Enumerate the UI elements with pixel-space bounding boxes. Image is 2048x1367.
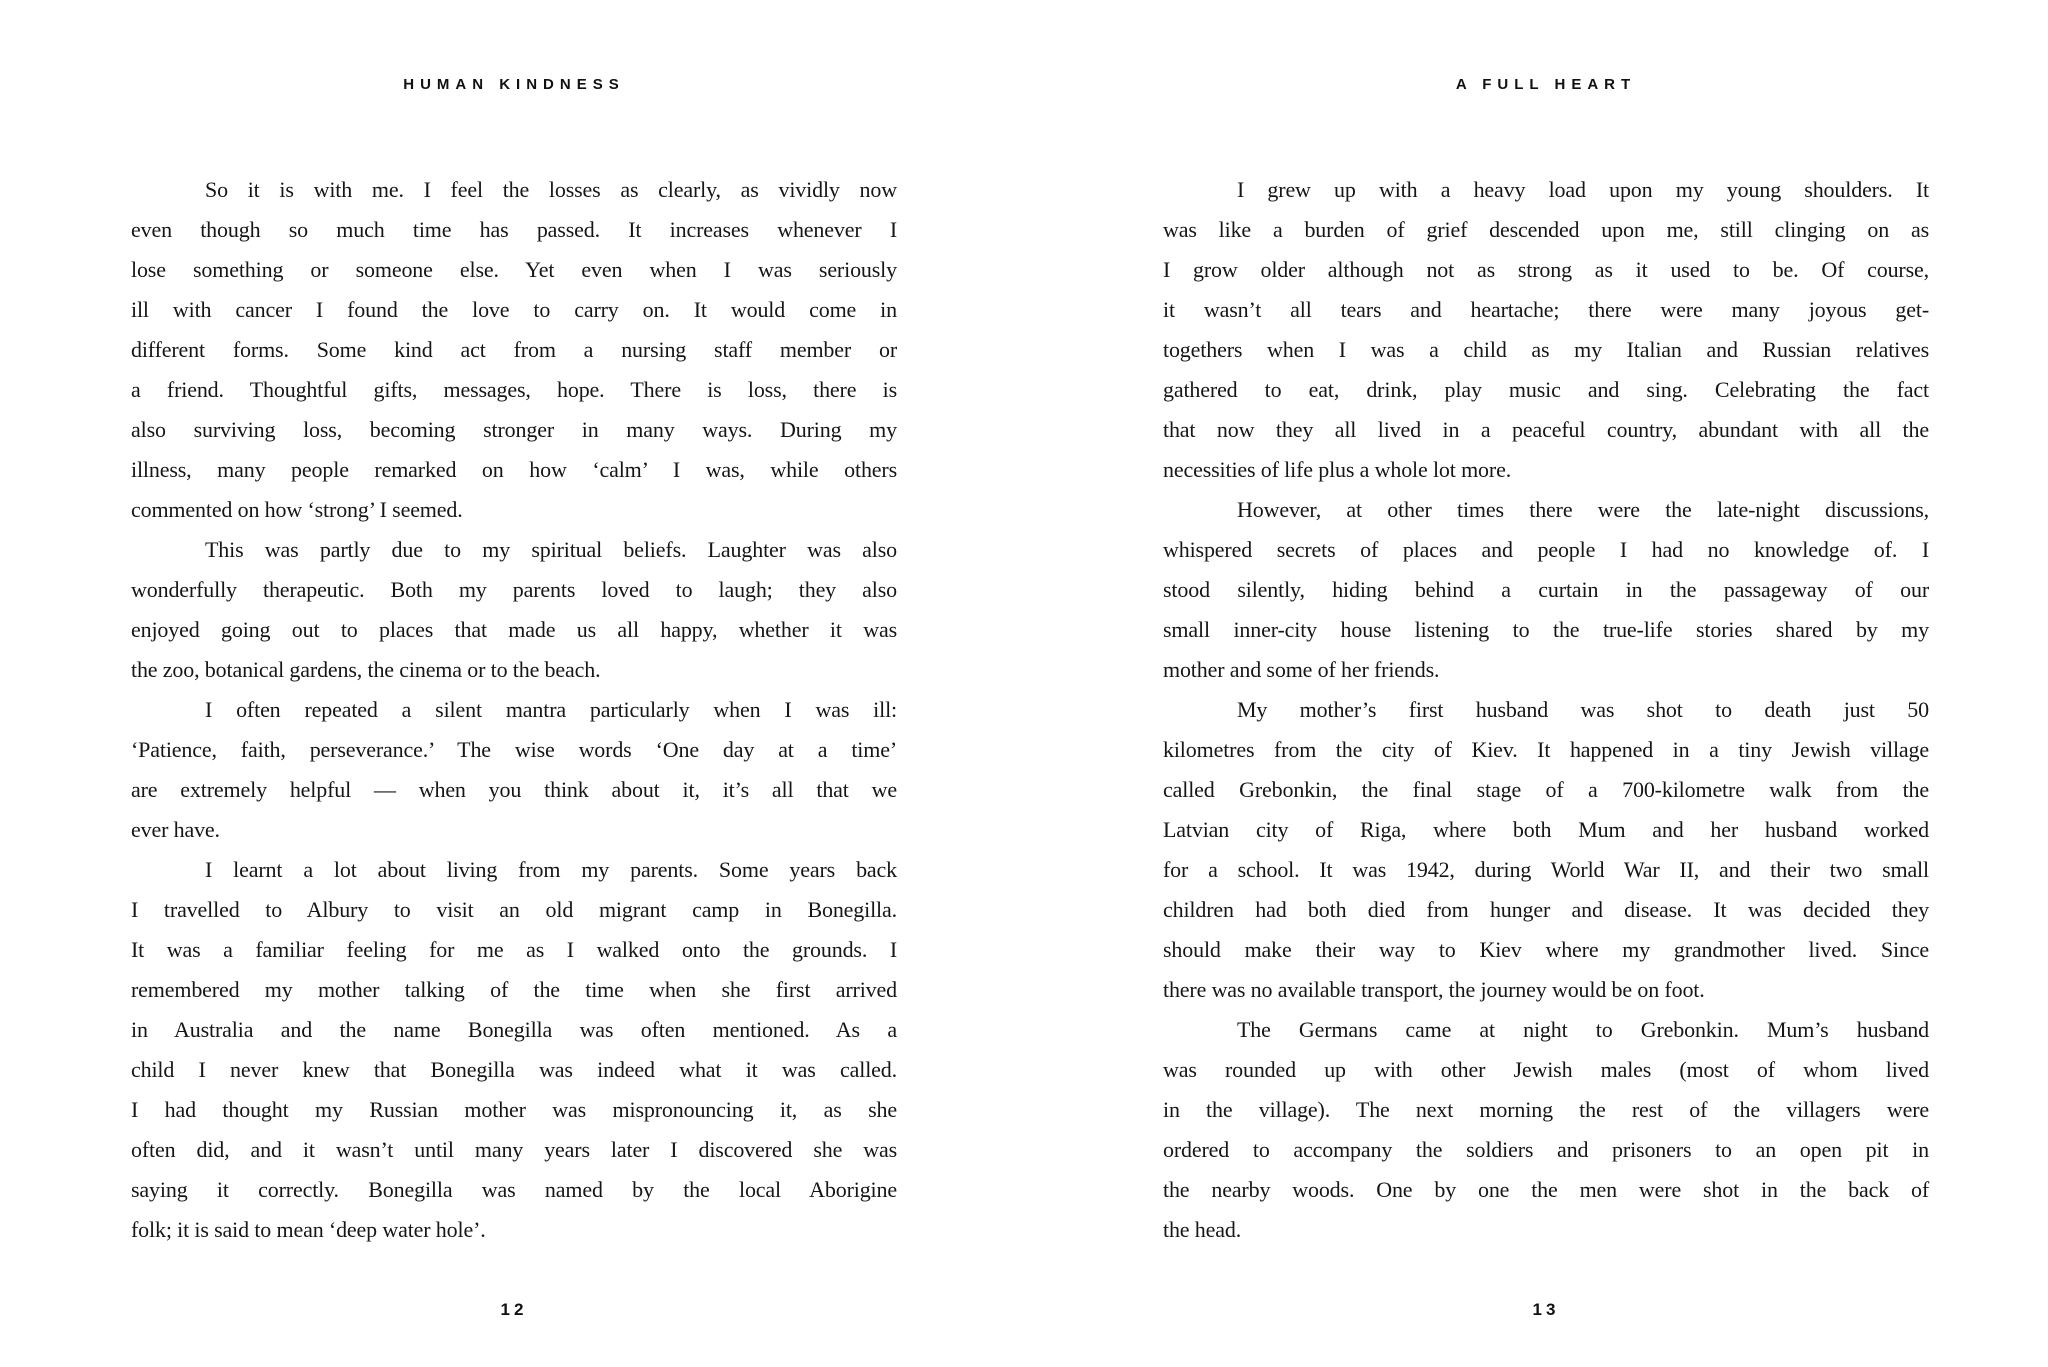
text-line: ever have. bbox=[131, 817, 220, 842]
text-line: small inner-city house listening to the true-life stories shared by my bbox=[1163, 617, 1929, 642]
text-line: gathered to eat, drink, play music and sing. Celebrating the fact bbox=[1163, 377, 1929, 402]
text-line: there was no available transport, the journey would be on foot. bbox=[1163, 977, 1705, 1002]
text-line: should make their way to Kiev where my grandmother lived. Since bbox=[1163, 937, 1929, 962]
text-line: I often repeated a silent mantra particularly when I was ill: bbox=[205, 697, 897, 722]
text-line: I learnt a lot about living from my parents. Some years back bbox=[205, 857, 897, 882]
text-line: for a school. It was 1942, during World War II, and their two small bbox=[1163, 857, 1929, 882]
text-line: However, at other times there were the late-night discussions, bbox=[1237, 497, 1929, 522]
text-line: different forms. Some kind act from a nursing staff member or bbox=[131, 337, 897, 362]
text-line: This was partly due to my spiritual beliefs. Laughter was also bbox=[205, 537, 897, 562]
text-line: togethers when I was a child as my Italian and Russian relatives bbox=[1163, 337, 1929, 362]
text-line: I grew up with a heavy load upon my young shoulders. It bbox=[1237, 177, 1929, 202]
text-line: I travelled to Albury to visit an old migrant camp in Bonegilla. bbox=[131, 897, 897, 922]
text-line: children had both died from hunger and disease. It was decided they bbox=[1163, 897, 1929, 922]
text-line: are extremely helpful — when you think about it, it’s all that we bbox=[131, 777, 897, 802]
text-line: enjoyed going out to places that made us all happy, whether it was bbox=[131, 617, 897, 642]
text-line: often did, and it wasn’t until many years later I discovered she was bbox=[131, 1137, 897, 1162]
text-line: whispered secrets of places and people I had no knowledge of. I bbox=[1163, 537, 1929, 562]
text-line: necessities of life plus a whole lot more. bbox=[1163, 457, 1512, 482]
text-line: even though so much time has passed. It increases whenever I bbox=[131, 217, 897, 242]
text-line: it wasn’t all tears and heartache; there were many joyous get- bbox=[1163, 297, 1929, 322]
page-right bbox=[1024, 0, 2048, 1367]
text-line: the nearby woods. One by one the men were shot in the back of bbox=[1163, 1177, 1929, 1202]
text-line: was rounded up with other Jewish males (most of whom lived bbox=[1163, 1057, 1929, 1082]
text-line: I grow older although not as strong as it used to be. Of course, bbox=[1163, 257, 1929, 282]
text-line: in the village). The next morning the rest of the villagers were bbox=[1163, 1097, 1929, 1122]
running-head: HUMAN KINDNESS bbox=[403, 76, 625, 93]
text-line: ill with cancer I found the love to carry on. It would come in bbox=[131, 297, 897, 322]
running-head: A FULL HEART bbox=[1455, 76, 1637, 93]
page-number: 12 bbox=[500, 1300, 528, 1319]
text-line: ordered to accompany the soldiers and prisoners to an open pit in bbox=[1163, 1137, 1929, 1162]
text-line: stood silently, hiding behind a curtain in the passageway of our bbox=[1163, 577, 1929, 602]
text-line: lose something or someone else. Yet even when I was seriously bbox=[131, 257, 897, 282]
text-line: The Germans came at night to Grebonkin. Mum’s husband bbox=[1237, 1017, 1929, 1042]
text-line: I had thought my Russian mother was mispronouncing it, as she bbox=[131, 1097, 897, 1122]
text-line: wonderfully therapeutic. Both my parents loved to laugh; they also bbox=[131, 577, 897, 602]
text-line: ‘Patience, faith, perseverance.’ The wise words ‘One day at a time’ bbox=[131, 737, 897, 762]
text-line: So it is with me. I feel the losses as clearly, as vividly now bbox=[205, 177, 897, 202]
text-line: called Grebonkin, the final stage of a 700-kilometre walk from the bbox=[1163, 777, 1929, 802]
page-body bbox=[1163, 170, 1929, 1250]
text-line: remembered my mother talking of the time when she first arrived bbox=[131, 977, 897, 1002]
text-line: mother and some of her friends. bbox=[1163, 657, 1440, 682]
text-line: saying it correctly. Bonegilla was named by the local Aborigine bbox=[131, 1177, 897, 1202]
text-line: kilometres from the city of Kiev. It happened in a tiny Jewish village bbox=[1163, 737, 1929, 762]
text-line: in Australia and the name Bonegilla was often mentioned. As a bbox=[131, 1017, 897, 1042]
text-line: folk; it is said to mean ‘deep water hole’. bbox=[131, 1217, 486, 1242]
text-line: was like a burden of grief descended upon me, still clinging on as bbox=[1163, 217, 1929, 242]
page-number: 13 bbox=[1532, 1300, 1560, 1319]
text-line: It was a familiar feeling for me as I walked onto the grounds. I bbox=[131, 937, 897, 962]
page-body bbox=[131, 170, 897, 1250]
text-line: the head. bbox=[1163, 1217, 1242, 1242]
text-line: that now they all lived in a peaceful country, abundant with all the bbox=[1163, 417, 1929, 442]
text-line: My mother’s first husband was shot to death just 50 bbox=[1237, 697, 1929, 722]
text-line: illness, many people remarked on how ‘calm’ I was, while others bbox=[131, 457, 897, 482]
text-line: child I never knew that Bonegilla was indeed what it was called. bbox=[131, 1057, 897, 1082]
text-line: commented on how ‘strong’ I seemed. bbox=[131, 497, 463, 522]
text-line: a friend. Thoughtful gifts, messages, hope. There is loss, there is bbox=[131, 377, 897, 402]
text-line: the zoo, botanical gardens, the cinema or to the beach. bbox=[131, 657, 601, 682]
text-line: also surviving loss, becoming stronger in many ways. During my bbox=[131, 417, 897, 442]
text-line: Latvian city of Riga, where both Mum and her husband worked bbox=[1163, 817, 1929, 842]
